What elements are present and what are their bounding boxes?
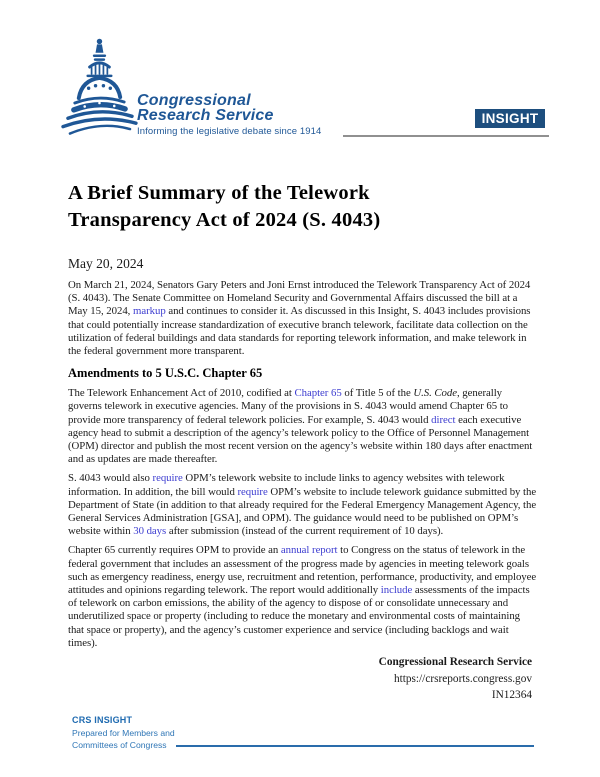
crs-logo-tagline: Informing the legislative debate since 1914 xyxy=(137,126,322,137)
inline-link[interactable]: annual report xyxy=(280,544,338,557)
body-paragraph xyxy=(68,472,538,538)
crs-logo-line2: Research Service xyxy=(137,107,274,124)
text-run: to Congress on the status of telework in the federal government that includes an assessment of the progress made by agencies in meeting telework goals such as emergency readiness, energy use, recruitment and retention, performance, productivity, and employee attitudes and opinions regarding telework. The report would additionally xyxy=(68,544,537,597)
page-title-line2: Transparency Act of 2024 (S. 4043) xyxy=(68,209,381,231)
inline-link[interactable]: markup xyxy=(132,305,166,318)
page-title xyxy=(68,180,502,234)
publication-date: May 20, 2024 xyxy=(68,256,144,271)
text-run: each executive agency head to submit a description of the agency’s telework policy to the Office of Personnel Management (OPM) director and publish the most recent version on the agency’s website within 180 days after enactment and as updates are made thereafter. xyxy=(68,413,533,466)
crs-logo-line1: Congressional xyxy=(137,92,251,109)
footer-divider xyxy=(176,745,534,747)
page-title-line1: A Brief Summary of the Telework xyxy=(68,182,370,204)
text-run: OPM’s telework website to include links to agency websites with telework information. In addition, the bill would xyxy=(68,472,505,498)
document-footer-left xyxy=(72,714,534,752)
footer-org-name: Congressional Research Service xyxy=(378,656,532,668)
footer-product-label: CRS INSIGHT xyxy=(72,715,133,725)
body-paragraph xyxy=(68,387,538,466)
inline-link[interactable]: direct xyxy=(431,413,456,426)
footer-url: https://crsreports.congress.gov xyxy=(393,672,532,685)
document-footer-right xyxy=(379,654,532,704)
footer-doc-id: IN12364 xyxy=(491,689,532,701)
text-run: , generally governs telework in executive agencies. Many of the provisions in S. 4043 would amend Chapter 65 to provide more transparency of federal telework policies. For example, S. 4043 would xyxy=(68,387,509,426)
intro-paragraph xyxy=(68,279,538,358)
text-run: OPM’s website to include telework guidance submitted by the Department of State (in addition to that already required for the Federal Emergency Management Agency, the General Services Administration [GSA], and OPM). The guidance would need to be published on OPM’s website within xyxy=(68,485,537,538)
inline-link[interactable]: include xyxy=(380,584,413,597)
insight-badge: INSIGHT xyxy=(475,109,545,128)
text-run: On March 21, 2024, Senators Gary Peters and Joni Ernst introduced the Telework Transparency Act of 2024 (S. 4043). The Senate Committee on Homeland Security and Governmental Affairs discussed the bill at a May 15, 2024, xyxy=(68,279,531,318)
text-run: U.S. Code xyxy=(413,387,457,400)
document-body xyxy=(68,279,538,656)
inline-link[interactable]: 30 days xyxy=(133,525,167,538)
text-run: assessments of the impacts of telework on carbon emissions, the ability of the agency to dispose of or consolidate unnecessary and underutilized space or property (including to reduce the monetary and environmental costs of maintaining that space or property), and the agency’s customer experience and service (including backlogs and wait times). xyxy=(68,584,530,649)
text-run: of Title 5 of the xyxy=(341,387,414,400)
text-run: and continues to consider it. As discussed in this Insight, S. 4043 includes provisions that could potentially increase standardization of executive branch telework, facilitate data collection on the utilization of federal buildings and data standards for reporting telework information, and make telework in the federal government more transparent. xyxy=(68,305,531,358)
inline-link[interactable]: Chapter 65 xyxy=(294,387,342,400)
text-run: S. 4043 would also xyxy=(68,472,153,485)
inline-link[interactable]: require xyxy=(152,472,183,485)
text-run: The Telework Enhancement Act of 2010, codified at xyxy=(68,387,295,400)
inline-link[interactable]: require xyxy=(237,485,268,498)
text-run: after submission (instead of the current requirement of 10 days). xyxy=(166,525,444,538)
body-paragraph xyxy=(68,544,538,650)
header-divider xyxy=(343,135,549,137)
footer-prepared-row xyxy=(72,739,534,752)
section-heading: Amendments to 5 U.S.C. Chapter 65 xyxy=(68,366,263,381)
capitol-dome-icon xyxy=(56,36,140,142)
footer-prepared-line2: Committees of Congress xyxy=(72,740,167,750)
crs-logo-text xyxy=(137,93,321,137)
text-run: Chapter 65 currently requires OPM to provide an xyxy=(68,544,281,557)
footer-prepared-line1: Prepared for Members and xyxy=(72,727,175,738)
